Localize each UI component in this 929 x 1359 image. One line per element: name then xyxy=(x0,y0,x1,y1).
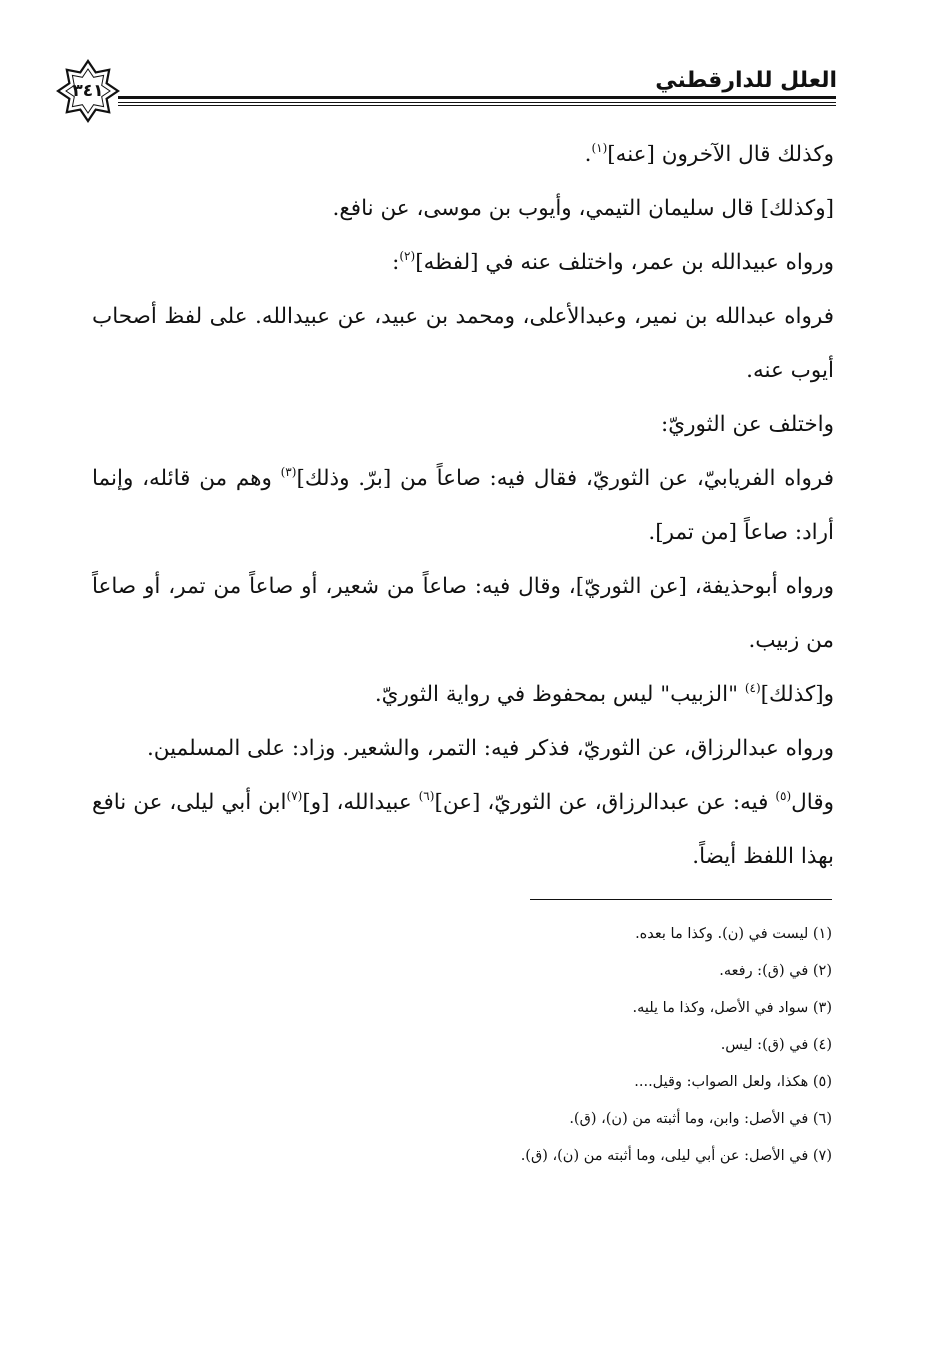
running-header-title: العلل للدارقطني xyxy=(655,68,837,93)
header-rule xyxy=(118,96,836,108)
footnote-separator xyxy=(530,899,832,900)
footnote-ref: (٣) xyxy=(280,465,297,479)
footnote-ref: (٦) xyxy=(418,789,435,803)
footnote-ref: (٥) xyxy=(775,789,792,803)
footnotes xyxy=(92,916,832,1175)
footnote: (١) ليست في (ن). وكذا ما بعده. xyxy=(635,926,832,942)
footnote: (٥) هكذا، ولعل الصواب: وقيل.... xyxy=(634,1074,832,1090)
main-text xyxy=(92,128,834,884)
paragraph: فرواه الفريابيّ، عن الثوريّ، فقال فيه: صاعاً من [برّ. وذلك]$^{(٣)}$ وهم من قائله، وإنما أراد: صاعاً [من تمر]. xyxy=(92,465,835,545)
paragraph: ورواه عبدالرزاق، عن الثوريّ، فذكر فيه: التمر، والشعير. وزاد: على المسلمين. xyxy=(146,736,834,761)
footnote: (٢) في (ق): رفعه. xyxy=(719,963,832,979)
paragraph: وقال$^{(٥)}$ فيه: عن عبدالرزاق، عن الثوريّ، [عن]$^{(٦)}$ عبيدالله، [و]$^{(٧)}$ابن أبي ليلى، عن نافع بهذا اللفظ أيضاً. xyxy=(92,789,834,869)
paragraph: واختلف عن الثوريّ: xyxy=(661,412,834,437)
paragraph: [وكذلك] قال سليمان التيمي، وأيوب بن موسى، عن نافع. xyxy=(332,196,834,221)
footnote-ref: (١) xyxy=(591,141,608,155)
page-number: ٣٤١ xyxy=(72,81,104,101)
page-number-badge xyxy=(56,59,120,123)
footnote: (٣) سواد في الأصل، وكذا ما يليه. xyxy=(632,1000,832,1016)
footnote: (٧) في الأصل: عن أبي ليلى، وما أثبته من (ن)، (ق). xyxy=(520,1148,832,1164)
footnote: (٦) في الأصل: وابن، وما أثبته من (ن)، (ق). xyxy=(569,1111,832,1127)
footnote: (٤) في (ق): ليس. xyxy=(720,1037,832,1053)
paragraph: فرواه عبدالله بن نمير، وعبدالأعلى، ومحمد بن عبيد، عن عبيدالله. على لفظ أصحاب أيوب عنه. xyxy=(92,304,834,383)
paragraph: و[كذلك]$^{(٤)}$ "الزبيب" ليس بمحفوظ في رواية الثوريّ. xyxy=(374,681,834,707)
footnote-ref: (٤) xyxy=(744,681,761,695)
footnote-ref: (٢) xyxy=(399,249,416,263)
paragraph: وكذلك قال الآخرون [عنه]$^{(١)}$. xyxy=(584,141,834,167)
footnote-ref: (٧) xyxy=(286,789,303,803)
paragraph: ورواه عبيدالله بن عمر، واختلف عنه في [لفظه]$^{(٢)}$: xyxy=(392,249,834,275)
paragraph: ورواه أبوحذيفة، [عن الثوريّ]، وقال فيه: صاعاً من شعير، أو صاعاً من تمر، أو صاعاً من زبيب. xyxy=(92,574,834,653)
